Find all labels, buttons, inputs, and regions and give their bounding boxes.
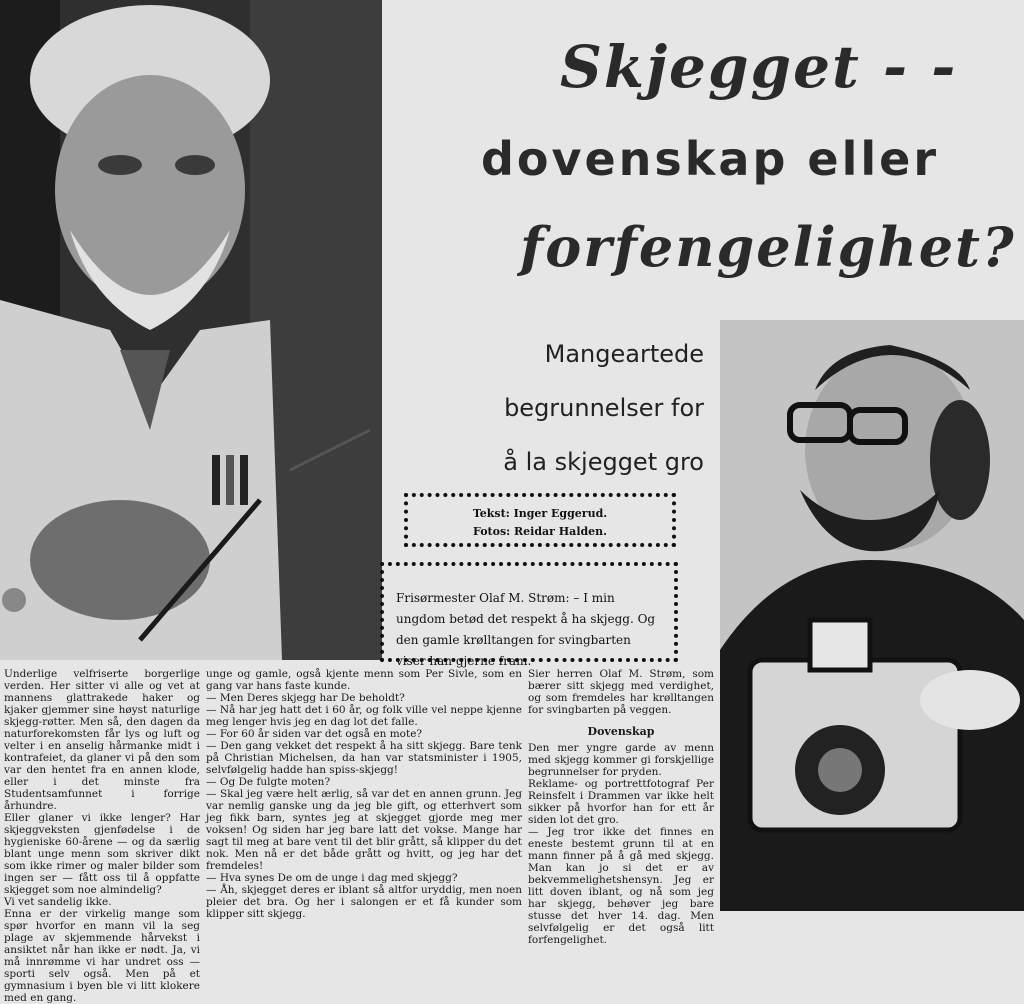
article-paragraph: Vi vet sandelig ikke. xyxy=(4,896,112,908)
article-paragraph: Sier herren Olaf M. Strøm, som bærer sitt skjegg med verdighet, og som fremdeles har krølltangen for svingbarten på veggen. xyxy=(528,668,714,716)
byline-photos: Fotos: Reidar Halden. xyxy=(472,525,608,538)
article-paragraph: — Jeg tror ikke det finnes en eneste bestemt grunn til at en mann finner på å gå med skjegg. Man kan jo si det er av bekvemmelighetshensyn. Jeg er litt doven iblant, og nå som jeg har skjegg, behøver jeg bare stusse det hver 14. dag. Men selvfølgelig er det også litt forfengelighet. xyxy=(528,826,714,946)
headline-line-3: forfengelighet? xyxy=(520,215,1016,279)
deck-line-3: å la skjegget gro xyxy=(503,448,704,476)
article-column-3 xyxy=(528,668,714,946)
article-paragraph: — Nå har jeg hatt det i 60 år, og folk ville vel neppe kjenne meg lenger hvis jeg en dag lot det falle. xyxy=(206,704,522,728)
section-subhead: Dovenskap xyxy=(587,725,655,738)
article-paragraph: — Og De fulgte moten? xyxy=(206,776,331,788)
article-paragraph: — For 60 år siden var det også en mote? xyxy=(206,728,423,740)
photo-caption: Frisørmester Olaf M. Strøm: – I min ungdom betød det respekt å ha skjegg. Og den gamle krølltangen for svingbarten viser han gjerne fram. xyxy=(380,562,678,662)
headline-line-2: dovenskap eller xyxy=(480,132,940,186)
article-paragraph: Den mer yngre garde av menn med skjegg kommer gi forskjellige begrunnelser for pryden. xyxy=(528,742,714,778)
article-paragraph: Enna er der virkelig mange som spør hvorfor en mann vil la seg plage av skjemmende hårvekst i ansiktet når han ikke er nødt. Ja, vi må innrømme vi har undret oss — sporti selv også. Men på et gymnasium i byen ble vi litt klokere med en gang. xyxy=(4,908,200,1004)
article-paragraph: — Åh, skjegget deres er iblant så altfor uryddig, men noen pleier det bra. Og her i salongen er et få kunder som klipper sitt skjegg. xyxy=(206,884,522,920)
photo-young-photographer-art xyxy=(720,320,1024,911)
article-column-2 xyxy=(206,668,522,920)
article-paragraph: unge og gamle, også kjente menn som Per Sivle, som en gang var hans faste kunde. xyxy=(206,668,522,692)
article-paragraph: — Skal jeg være helt ærlig, så var det en annen grunn. Jeg var nemlig ganske ung da jeg ble gift, og etterhvert som jeg fikk barn, syntes jeg at skjegget gjorde meg mer voksen! Og siden har jeg bare latt det vokse. Mange har sagt til meg at bare vent til det blir grått, så klipper du det nok. Men nå er det både grått og hvitt, og jeg har det fremdeles! xyxy=(206,788,522,872)
photo-elderly-barber xyxy=(0,0,382,660)
article-paragraph: — Den gang vekket det respekt å ha sitt skjegg. Bare tenk på Christian Michelsen, da han var statsminister i 1905, selvfølgelig hadde han spiss-skjegg! xyxy=(206,740,522,776)
photo-elderly-barber-art xyxy=(0,0,382,660)
article-column-1 xyxy=(4,668,200,1004)
deck-line-2: begrunnelser for xyxy=(504,394,704,422)
headline-line-1: Skjegget - - xyxy=(560,33,958,101)
photo-young-photographer xyxy=(720,320,1024,911)
article-paragraph: Eller glaner vi ikke lenger? Har skjeggveksten gjenfødelse i de hygieniske 60-årene — og da særlig blant unge menn som skriver dikt som ikke rimer og maler bilder som ingen ser — fått oss til å oppfatte skjegget som noe almindelig? xyxy=(4,812,200,896)
article-paragraph: Reklame- og portrettfotograf Per Reinsfelt i Drammen var ikke helt sikker på hvorfor han for ett år siden lot det gro. xyxy=(528,778,714,826)
deck-line-1: Mangeartede xyxy=(544,340,704,368)
byline-text: Tekst: Inger Eggerud. xyxy=(472,507,608,520)
article-paragraph: — Hva synes De om de unge i dag med skjegg? xyxy=(206,872,458,884)
article-paragraph: — Men Deres skjegg har De beholdt? xyxy=(206,692,405,704)
byline-box xyxy=(404,493,676,547)
article-paragraph: Underlige velfriserte borgerlige verden. Her sitter vi alle og vet at mannens glattrakede haker og kjaker gjemmer sine høyst naturlige skjegg-røtter. Men så, den dagen da naturforekomsten får lys og luft og velter i en anselig hårmanke midt i kontrafeiet, da glaner vi på den som var den hentet fra en annen klode, eller i det minste fra Studentsamfunnet i forrige århundre. xyxy=(4,668,200,812)
